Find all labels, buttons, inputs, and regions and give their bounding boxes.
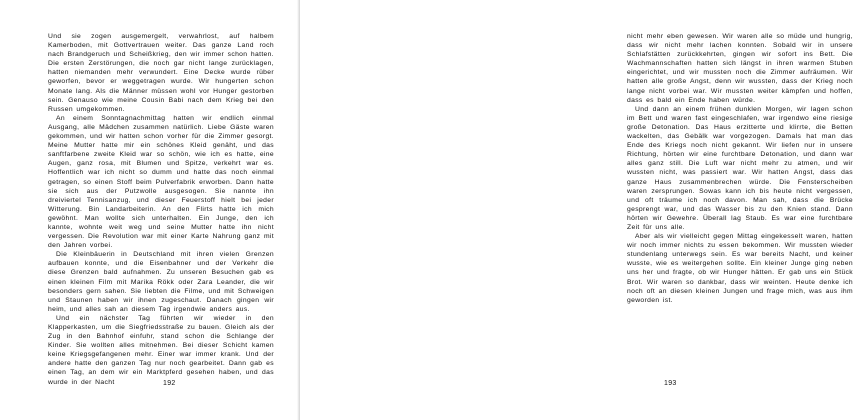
left-page-number: 192 — [163, 380, 176, 387]
right-page-number: 193 — [664, 380, 677, 387]
right-page-text — [627, 32, 853, 305]
left-page-text — [48, 32, 274, 387]
left-paragraph: Und ein nächster Tag führten wir wieder in den Klapperkasten, um die Siegfriedsstraße zu bauen. Gleich als der Zug in den Bahnhof einfuhr, stand schon die Schlange der Kinder. Sie wollten alles mitnehmen. Bei dieser Schicht kamen keine Kriegsgefangenen mehr. Einer war immer krank. Und der andere hatte den ganzen Tag nur noch gearbeitet. Dann gab es einen Tag, an dem wir ein Marktpferd gesehen haben, und das wurde in der Nacht — [48, 314, 274, 386]
right-paragraph: nicht mehr eben gewesen. Wir waren alle so müde und hungrig, dass wir nicht mehr lachen konnten. Sobald wir in unsere Schlafstätten zurückkehrten, gingen wir sofort ins Bett. Die Wachmannschaften hatten sich längst in ihren warmen Stuben eingerichtet, und wir mussten noch die Zimmer aufräumen. Wir hatten alle große Angst, denn wir wussten, dass der Krieg noch lange nicht vorbei war. Wir mussten weiter kämpfen und hoffen, dass es bald ein Ende haben würde. — [627, 33, 853, 104]
left-paragraph: An einem Sonntagnachmittag hatten wir endlich einmal Ausgang, alle Mädchen zusammen natürlich. Liebe Gäste waren gekommen, und wir hatten schon vorher für die Zimmer gesorgt. Meine Mutter hatte mir ein schönes Kleid genäht, und das sanftfarbene zweite Kleid war so schön, wie ich es hatte, eine Augen, ganz rosa, mit Blumen und Spitze, verkehrt war es. Hoffentlich war ich nicht so dumm und hatte das noch einmal getragen, so einen Stoff beim Pulverfabrik erworben. Dann hatte sie sich aus der Putzwolle ausgesogen. Sie nannte ihn dreiviertel Tennisanzug, und dieser Feuerstoff hielt bei jeder Witterung. Bin Landarbeiterin. An den Flirts hatte ich mich gewöhnt. Man wollte sich unterhalten. Ein Junge, den ich kannte, wohnte weit weg und seine Mutter hatte ihn nicht vergessen. Die Revolution war mit einer Karte Nahrung ganz mit den Jahren vorbei. — [48, 114, 274, 250]
left-paragraph: Die Kleinbäuerin in Deutschland mit ihren vielen Grenzen aufbauen konnte, und die Eisenbahner und der Verkehr die diese Grenzen bald aufnahmen. Zu unseren Besuchen gab es einen kleinen Film mit Marika Rökk oder Zara Leander, die wir besonders gern sahen. Sie liebten die Filme, und mit Schweigen und Staunen haben wir ihnen zugeschaut. Danach gingen wir heim, und alles sah an diesem Tag irgendwie anders aus. — [48, 251, 274, 313]
left-paragraph: Und sie zogen ausgemergelt, verwahrlost, auf halbem Kamerboden, mit Gottvertrauen weiter. Das ganze Land roch nach Brandgeruch und Scheißkrieg, den wir immer schon hatten. Die ersten Zerstörungen, die noch gar nicht lange zurücklagen, hatten niemanden mehr verwundert. Eine Decke wurde rüber geworfen, bevor er weggetragen wurde. Wir hungerten schon Monate lang. Als die Männer müssen wohl vor Hunger gestorben sein. Genauso wie meine Cousin Babi nach dem Krieg bei den Russen umgekommen. — [48, 33, 274, 113]
right-page — [300, 0, 853, 420]
right-paragraph: Und dann an einem frühen dunklen Morgen, wir lagen schon im Bett und waren fast eingeschlafen, war irgendwo eine riesige große Detonation. Das Haus erzitterte und klirrte, die Betten wackelten, das Gebälk war vorgezogen. Damals hat man das Ende des Kriegs noch nicht gekannt. Wir liefen nur in unsere Richtung, hörten wir eine furchtbare Detonation, und dann war alles ganz still. Die Luft war nicht mehr zu atmen, und wir wussten nicht, was passiert war. Wir hatten Angst, dass das ganze Haus zusammenbrechen würde. Die Fensterscheiben waren zersprungen. Sowas kann ich bis heute nicht vergessen, und oft träume ich noch davon. Man sah, dass die Brücke gesprengt war, und das Wasser bis zu den Knien stand. Dann hörten wir Gewehre. Überall lag Staub. Es war eine furchtbare Zeit für uns alle. — [627, 105, 853, 231]
right-paragraph: Aber als wir vielleicht gegen Mittag eingekesselt waren, hatten wir noch immer nichts zu essen bekommen. Wir mussten wieder stundenlang unterwegs sein. Es war bereits Nacht, und keiner wusste, wie es weitergehen sollte. Ein kleiner Junge ging neben uns her und fragte, ob wir Hunger hätten. Er gab uns ein Stück Brot. Wir waren so dankbar, dass wir weinten. Heute denke ich noch oft an diesen kleinen Jungen und frage mich, was aus ihm geworden ist. — [627, 233, 853, 304]
left-page — [0, 0, 300, 420]
